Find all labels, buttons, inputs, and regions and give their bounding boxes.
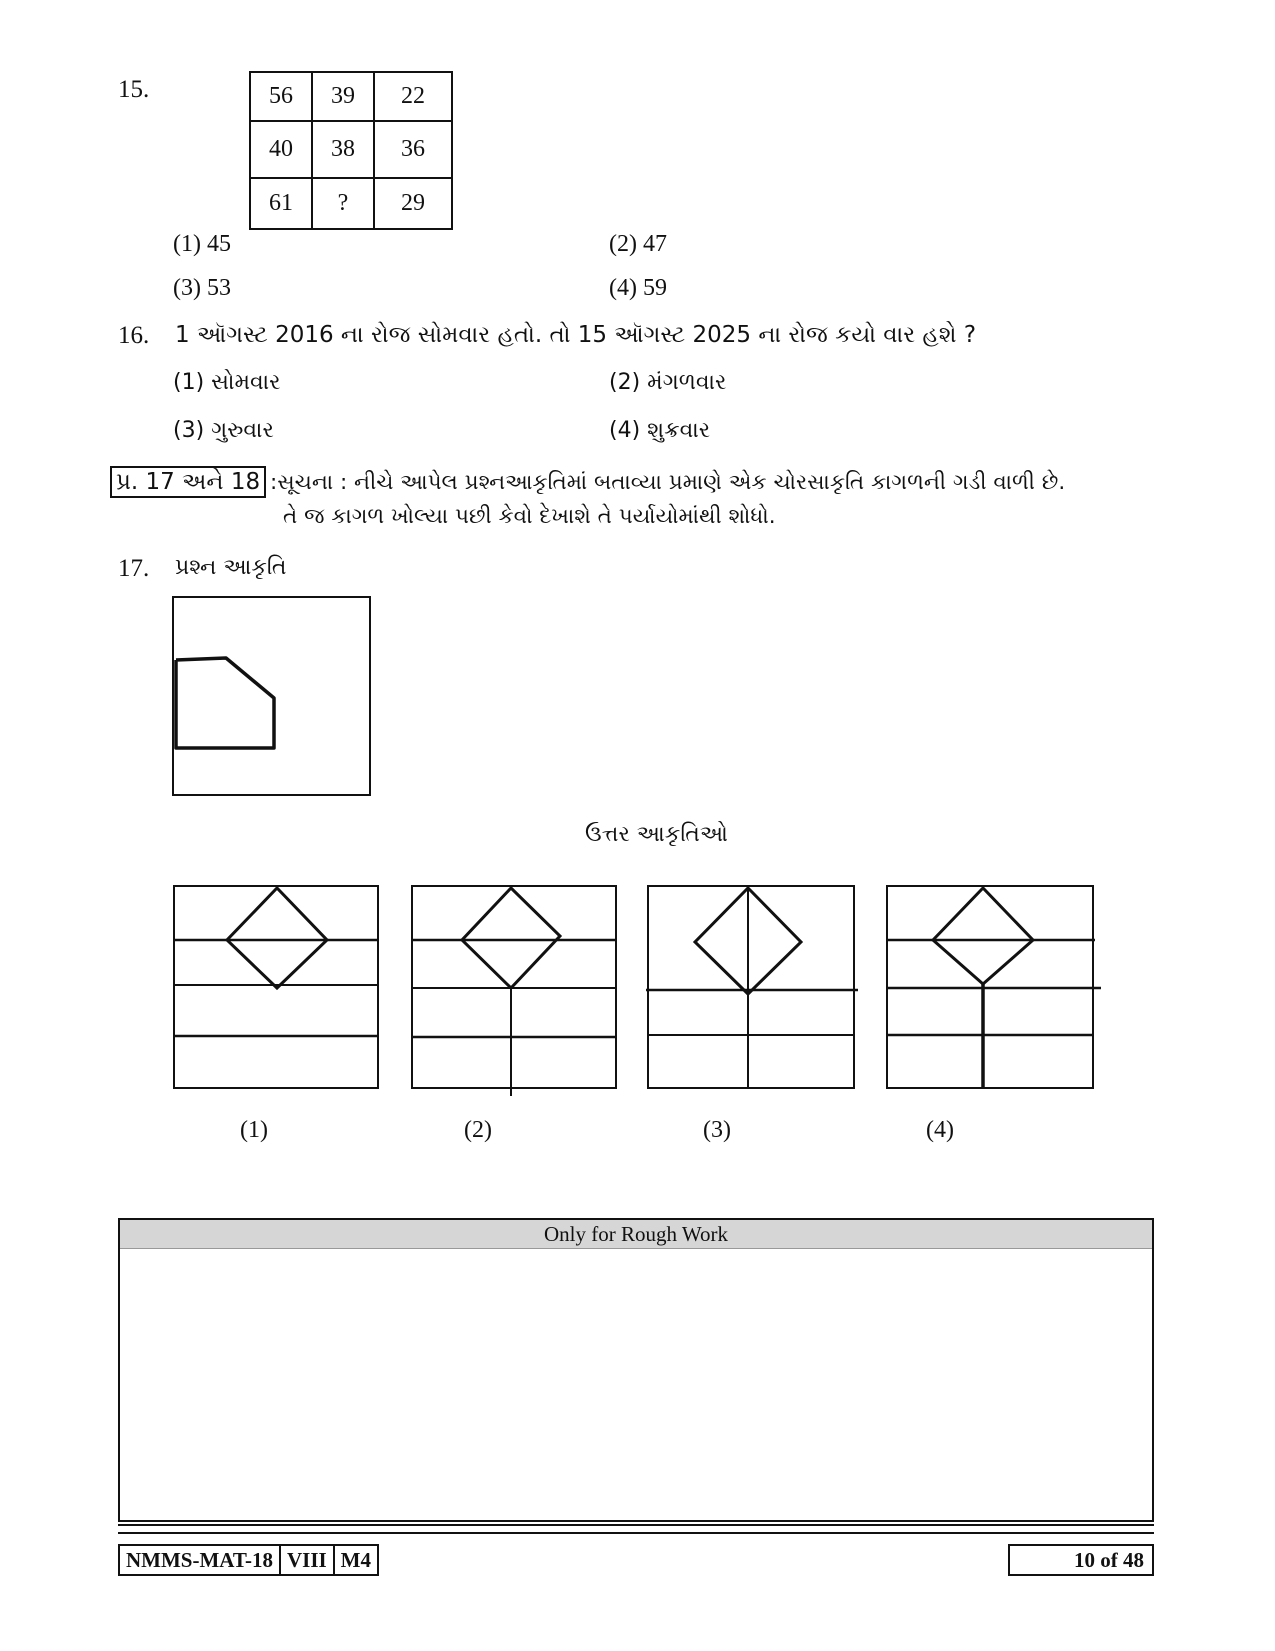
- footer-rule: [118, 1524, 1154, 1526]
- answer-figure-3[interactable]: [646, 884, 862, 1092]
- answer-figure-4-label: (4): [926, 1117, 954, 1143]
- diamond-shape: [462, 888, 560, 988]
- rough-work-title: Only for Rough Work: [120, 1220, 1152, 1249]
- q16-option-1[interactable]: (1) સોમવાર: [173, 370, 281, 395]
- q17-question-figure-label: પ્રશ્ન આકૃતિ: [175, 555, 287, 580]
- diamond-shape: [933, 888, 1033, 984]
- q17-answer-figures-label: ઉત્તર આકૃતિઓ: [585, 822, 728, 847]
- q17-question-figure: [170, 594, 376, 800]
- figure-frame: [648, 886, 854, 1088]
- q15-number: 15.: [118, 76, 150, 103]
- footer-rule: [118, 1532, 1154, 1534]
- grid-cell: 39: [312, 72, 374, 121]
- answer-figure-1[interactable]: [172, 884, 382, 1092]
- q15-option-1[interactable]: (1) 45: [173, 231, 231, 257]
- answer-figure-3-label: (3): [703, 1117, 731, 1143]
- q15-number-grid: [249, 71, 453, 230]
- grid-cell: 56: [250, 72, 312, 121]
- grid-cell: ?: [312, 178, 374, 229]
- q17-number: 17.: [118, 555, 150, 582]
- grid-cell: 29: [374, 178, 452, 229]
- q16-question-text: 1 ઑગસ્ટ 2016 ના રોજ સોમવાર હતો. તો 15 ઑગસ્ટ 2025 ના રોજ કયો વાર હશે ?: [175, 322, 977, 348]
- grid-cell: 38: [312, 121, 374, 178]
- answer-figure-1-label: (1): [240, 1117, 268, 1143]
- instruction-line-2: તે જ કાગળ ખોલ્યા પછી કેવો દેખાશે તે પર્યાયોમાંથી શોધો.: [283, 504, 776, 529]
- folded-shape-outline: [176, 658, 274, 748]
- q16-option-2[interactable]: (2) મંગળવાર: [609, 370, 727, 395]
- answer-figure-2[interactable]: [410, 884, 620, 1098]
- instruction-label: પ્ર. 17 અને 18: [110, 466, 266, 498]
- footer-code: NMMS-MAT-18: [120, 1546, 281, 1574]
- q15-option-2[interactable]: (2) 47: [609, 231, 667, 257]
- footer-paper-code: [118, 1544, 379, 1576]
- footer-class: VIII: [281, 1546, 335, 1574]
- footer-set: M4: [340, 1548, 371, 1572]
- grid-cell: 36: [374, 121, 452, 178]
- q16-option-4[interactable]: (4) શુક્રવાર: [609, 418, 711, 443]
- q16-number: 16.: [118, 322, 150, 349]
- q15-option-3[interactable]: (3) 53: [173, 275, 231, 301]
- instruction-line-1: :સૂચના : નીચે આપેલ પ્રશ્નઆકૃતિમાં બતાવ્યા પ્રમાણે એક ચોરસાકૃતિ કાગળની ગડી વાળી છે.: [270, 470, 1066, 495]
- grid-cell: 61: [250, 178, 312, 229]
- grid-cell: 40: [250, 121, 312, 178]
- rough-work-box: [118, 1218, 1154, 1522]
- diamond-shape: [227, 888, 327, 988]
- answer-figure-4[interactable]: [885, 884, 1105, 1092]
- q16-option-3[interactable]: (3) ગુરુવાર: [173, 418, 274, 443]
- answer-figure-2-label: (2): [464, 1117, 492, 1143]
- grid-cell: 22: [374, 72, 452, 121]
- q15-option-4[interactable]: (4) 59: [609, 275, 667, 301]
- footer-page-number: 10 of 48: [1008, 1544, 1154, 1576]
